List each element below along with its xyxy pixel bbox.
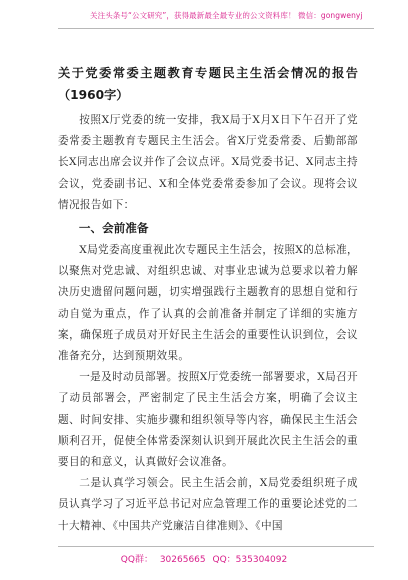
section-heading-preparation: 一、会前准备 — [78, 221, 149, 236]
intro-paragraph: 按照X厅党委的统一安排，我X局于X月X日下午召开了党委常委主题教育专题民主生活会。省X厅党委常委、后勤部部长X同志出席会议并作了会议点评。X局党委书记、X同志主持会议，党委副书记、X和全体党委常委参加了会议。现将会议情况报告如下： — [58, 114, 358, 211]
footer-contact-text: QQ群： 30265665 QQ：535304092 — [120, 555, 288, 565]
section-paragraph: 一是及时动员部署。按照X厅党委统一部署要求，X局召开了动员部署会，严密制定了民主生活会方案，明确了会议主题、时间安排、实施步骤和组织领导等内容，确保民主生活会顺利召开，促使全体常委深刻认识到开展此次民主生活会的重要目的和意义，认真做好会议准备。 — [58, 371, 358, 469]
footer-divider — [58, 546, 374, 547]
header-promo-text: 关注头条号“公文研究”，获得最新最全最专业的公文资料库！ 微信：gongwenyj — [90, 11, 363, 20]
section-paragraph: X局党委高度重视此次专题民主生活会，按照X的总标准，以聚焦对党忠诚、对组织忠诚、对事业忠诚为总要求以着力解决历史遗留问题问题，切实增强践行主题教育的思想自觉和行动自觉为重点，作了认真的会前准备并制定了详细的实施方案，确保班子成员对开好民主生活会的重要性认识到位，会议准备充分，达到预期效果。 — [58, 244, 358, 363]
document-title: 关于党委常委主题教育专题民主生活会情况的报告（1960字） — [58, 66, 358, 102]
section-paragraph: 二是认真学习领会。民主生活会前，X局党委组织班子成员认真学习了习近平总书记对应急管理工作的重要论述党的二十大精神、《中国共产党廉洁自律准则》、《中国 — [58, 477, 358, 532]
header-divider — [58, 28, 374, 29]
document-body — [58, 62, 358, 537]
